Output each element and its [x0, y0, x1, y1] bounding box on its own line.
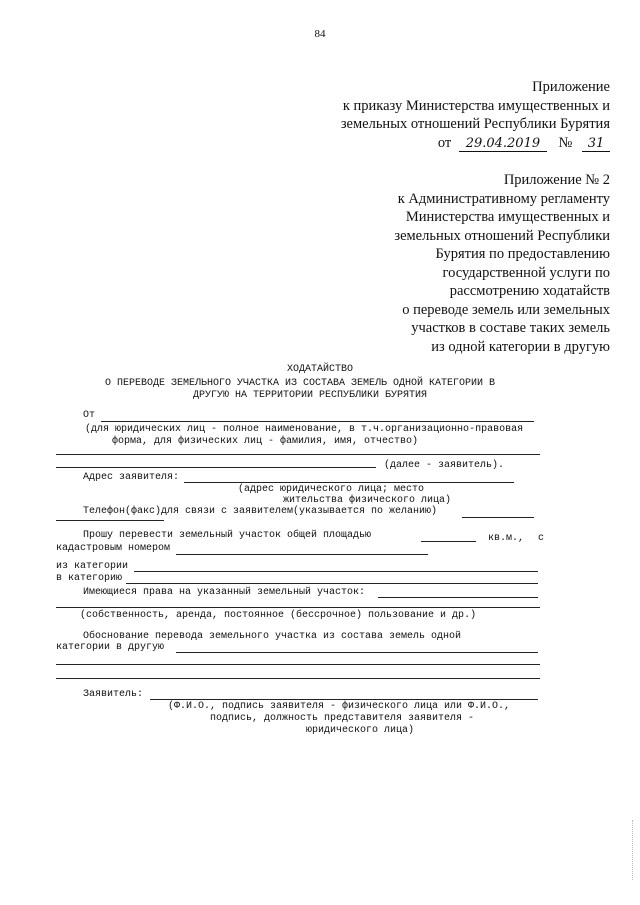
- annex2-line: государственной услуги по: [442, 264, 610, 281]
- signature-line[interactable]: [150, 699, 538, 700]
- handwritten-date: 29.04.2019: [459, 136, 547, 152]
- from-name-line[interactable]: [56, 454, 540, 455]
- annex2-line: из одной категории в другую: [431, 338, 610, 355]
- from-name-line[interactable]: [56, 467, 376, 468]
- from-category-line[interactable]: [134, 571, 538, 572]
- rights-line[interactable]: [56, 607, 540, 608]
- form-title: ХОДАТАЙСТВО: [286, 364, 353, 375]
- with-word: с: [538, 533, 545, 544]
- annex2-line: Приложение № 2: [503, 172, 610, 188]
- annex2-line: Министерства имущественных и: [405, 209, 610, 225]
- annex2-line: о переводе земель или земельных: [402, 301, 610, 318]
- signature-hint: подпись, должность представителя заявителя -: [210, 713, 475, 724]
- from-hint: (для юридических лиц - полное наименование, в т.ч.организационно-правовая: [85, 424, 524, 435]
- annex2-line: земельных отношений Республики: [394, 227, 610, 244]
- phone-line[interactable]: [462, 517, 534, 518]
- address-hint: жительства физического лица): [283, 495, 452, 506]
- phone-label: Телефон(факс)для связи с заявителем(указывается по желанию): [83, 506, 438, 517]
- unit-label: кв.м.,: [488, 533, 525, 544]
- request-text: Прошу перевести земельный участок общей площадью: [83, 530, 372, 541]
- annex2-line: к Административному регламенту: [397, 190, 610, 207]
- page-number: 84: [314, 28, 326, 40]
- from-hint: форма, для физических лиц - фамилия, имя, отчество): [112, 436, 419, 447]
- signature-hint: (Ф.И.О., подпись заявителя - физического лица или Ф.И.О.,: [168, 701, 511, 712]
- cadastral-label: кадастровым номером: [56, 543, 171, 554]
- number-label: №: [558, 134, 573, 151]
- annex1-line: земельных отношений Республики Бурятия: [340, 116, 610, 132]
- from-name-line[interactable]: [101, 421, 534, 422]
- from-label: От: [83, 410, 96, 421]
- form-subtitle: ДРУГУЮ НА ТЕРРИТОРИИ РЕСПУБЛИКИ БУРЯТИЯ: [192, 390, 428, 401]
- scan-artifact: [632, 820, 635, 880]
- justification-line[interactable]: [56, 664, 540, 665]
- area-line[interactable]: [421, 541, 476, 542]
- signature-hint: юридического лица): [306, 725, 415, 736]
- from-label: от: [437, 134, 452, 151]
- address-line[interactable]: [184, 482, 514, 483]
- annex1-line: Приложение: [532, 79, 610, 95]
- handwritten-number: 31: [582, 136, 610, 152]
- address-hint: (адрес юридического лица; место: [238, 484, 425, 495]
- address-label: Адрес заявителя:: [83, 472, 180, 483]
- to-category-line[interactable]: [126, 583, 538, 584]
- justification-line[interactable]: [56, 678, 540, 679]
- rights-hint: (собственность, аренда, постоянное (бессрочное) пользование и др.): [80, 610, 477, 621]
- form-subtitle: О ПЕРЕВОДЕ ЗЕМЕЛЬНОГО УЧАСТКА ИЗ СОСТАВА ЗЕМЕЛЬ ОДНОЙ КАТЕГОРИИ В: [104, 378, 496, 389]
- annex2-line: рассмотрению ходатайств: [449, 283, 610, 299]
- justification-text: категории в другую: [56, 642, 165, 653]
- from-category-label: из категории: [56, 561, 129, 572]
- annex2-line: участков в составе таких земель: [411, 320, 610, 336]
- annex2-line: Бурятия по предоставлению: [435, 246, 610, 262]
- rights-line[interactable]: [378, 597, 538, 598]
- address-line[interactable]: [56, 520, 164, 521]
- rights-label: Имеющиеся права на указанный земельный участок:: [83, 587, 366, 598]
- cadastral-line[interactable]: [176, 554, 428, 555]
- applicant-label: Заявитель:: [83, 689, 144, 700]
- applicant-suffix: (далее - заявитель).: [384, 460, 505, 471]
- justification-text: Обоснование перевода земельного участка из состава земель одной: [83, 631, 462, 642]
- justification-line[interactable]: [176, 652, 538, 653]
- annex1-line: к приказу Министерства имущественных и: [342, 97, 610, 114]
- to-category-label: в категорию: [56, 573, 123, 584]
